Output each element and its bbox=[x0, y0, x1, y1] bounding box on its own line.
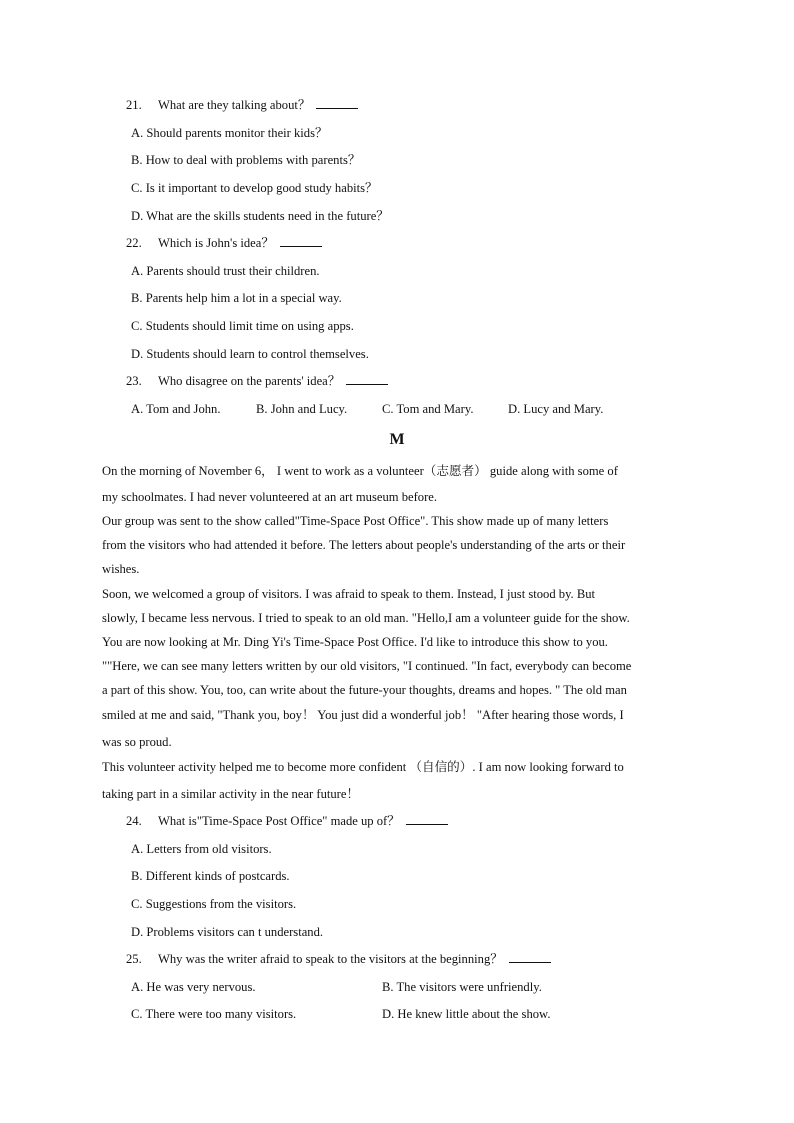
passage-line: ""Here, we can see many letters written by our old visitors, "I continued. "In fact, everybody can become bbox=[102, 659, 632, 673]
passage-line: a part of this show. You, too, can write about the future-your thoughts, dreams and hopes. " The old man bbox=[102, 683, 627, 697]
option-22-d: D. Students should learn to control themselves. bbox=[131, 347, 369, 361]
passage-line: Soon, we welcomed a group of visitors. I was afraid to speak to them. Instead, I just stood by. But bbox=[102, 587, 596, 601]
passage-line: taking part in a similar activity in the near future！ bbox=[102, 787, 360, 801]
question-number: 23. bbox=[126, 374, 142, 388]
question-text: Which is John's idea？ bbox=[158, 236, 274, 250]
option-22-c: C. Students should limit time on using apps. bbox=[131, 319, 354, 333]
option-25-b: B. The visitors were unfriendly. bbox=[382, 980, 542, 994]
passage-line: On the morning of November 6， I went to work as a volunteer（志愿者） guide along with some of bbox=[102, 464, 618, 478]
option-23-d: D. Lucy and Mary. bbox=[508, 402, 604, 416]
answer-blank[interactable] bbox=[509, 952, 551, 963]
option-22-b: B. Parents help him a lot in a special way. bbox=[131, 291, 342, 305]
passage-line: You are now looking at Mr. Ding Yi's Time-Space Post Office. I'd like to introduce this show to you. bbox=[102, 635, 608, 649]
option-23-a: A. Tom and John. bbox=[131, 402, 221, 416]
question-number: 22. bbox=[126, 236, 142, 250]
question-text: Who disagree on the parents' idea？ bbox=[158, 374, 341, 388]
answer-blank[interactable] bbox=[316, 98, 358, 109]
question-number: 21. bbox=[126, 98, 142, 112]
question-24 bbox=[126, 813, 448, 829]
passage-line: wishes. bbox=[102, 562, 140, 576]
option-25-c: C. There were too many visitors. bbox=[131, 1007, 297, 1021]
passage-line: from the visitors who had attended it before. The letters about people's understanding of the arts or their bbox=[102, 538, 626, 552]
passage-line: was so proud. bbox=[102, 735, 172, 749]
option-24-d: D. Problems visitors can t understand. bbox=[131, 925, 324, 939]
passage-line: slowly, I became less nervous. I tried to speak to an old man. "Hello,I am a volunteer guide for the show. bbox=[102, 611, 630, 625]
option-23-b: B. John and Lucy. bbox=[256, 402, 348, 416]
passage-line: smiled at me and said, "Thank you, boy！ You just did a wonderful job！ "After hearing those words, I bbox=[102, 708, 624, 722]
passage-line: my schoolmates. I had never volunteered at an art museum before. bbox=[102, 490, 438, 504]
option-23-c: C. Tom and Mary. bbox=[382, 402, 474, 416]
option-25-d: D. He knew little about the show. bbox=[382, 1007, 551, 1021]
option-25-a: A. He was very nervous. bbox=[131, 980, 256, 994]
question-number: 24. bbox=[126, 814, 142, 828]
option-24-b: B. Different kinds of postcards. bbox=[131, 869, 290, 883]
passage-line: This volunteer activity helped me to become more confident （自信的）. I am now looking forward to bbox=[102, 760, 624, 774]
question-text: What is"Time-Space Post Office" made up of？ bbox=[158, 814, 400, 828]
answer-blank[interactable] bbox=[280, 236, 322, 247]
answer-blank[interactable] bbox=[406, 814, 448, 825]
answer-blank[interactable] bbox=[346, 374, 388, 385]
option-21-c: C. Is it important to develop good study habits？ bbox=[131, 181, 378, 195]
question-21 bbox=[126, 97, 358, 113]
option-24-a: A. Letters from old visitors. bbox=[131, 842, 272, 856]
question-23 bbox=[126, 373, 388, 389]
option-22-a: A. Parents should trust their children. bbox=[131, 264, 320, 278]
option-21-b: B. How to deal with problems with parents？ bbox=[131, 153, 361, 167]
option-21-a: A. Should parents monitor their kids？ bbox=[131, 126, 328, 140]
question-25 bbox=[126, 951, 551, 967]
option-24-c: C. Suggestions from the visitors. bbox=[131, 897, 297, 911]
passage-line: Our group was sent to the show called"Time-Space Post Office". This show made up of many letters bbox=[102, 514, 609, 528]
question-22 bbox=[126, 235, 322, 251]
question-text: Why was the writer afraid to speak to the visitors at the beginning？ bbox=[158, 952, 503, 966]
section-title: M bbox=[389, 431, 405, 448]
option-21-d: D. What are the skills students need in the future？ bbox=[131, 209, 389, 223]
question-text: What are they talking about？ bbox=[158, 98, 311, 112]
question-number: 25. bbox=[126, 952, 142, 966]
